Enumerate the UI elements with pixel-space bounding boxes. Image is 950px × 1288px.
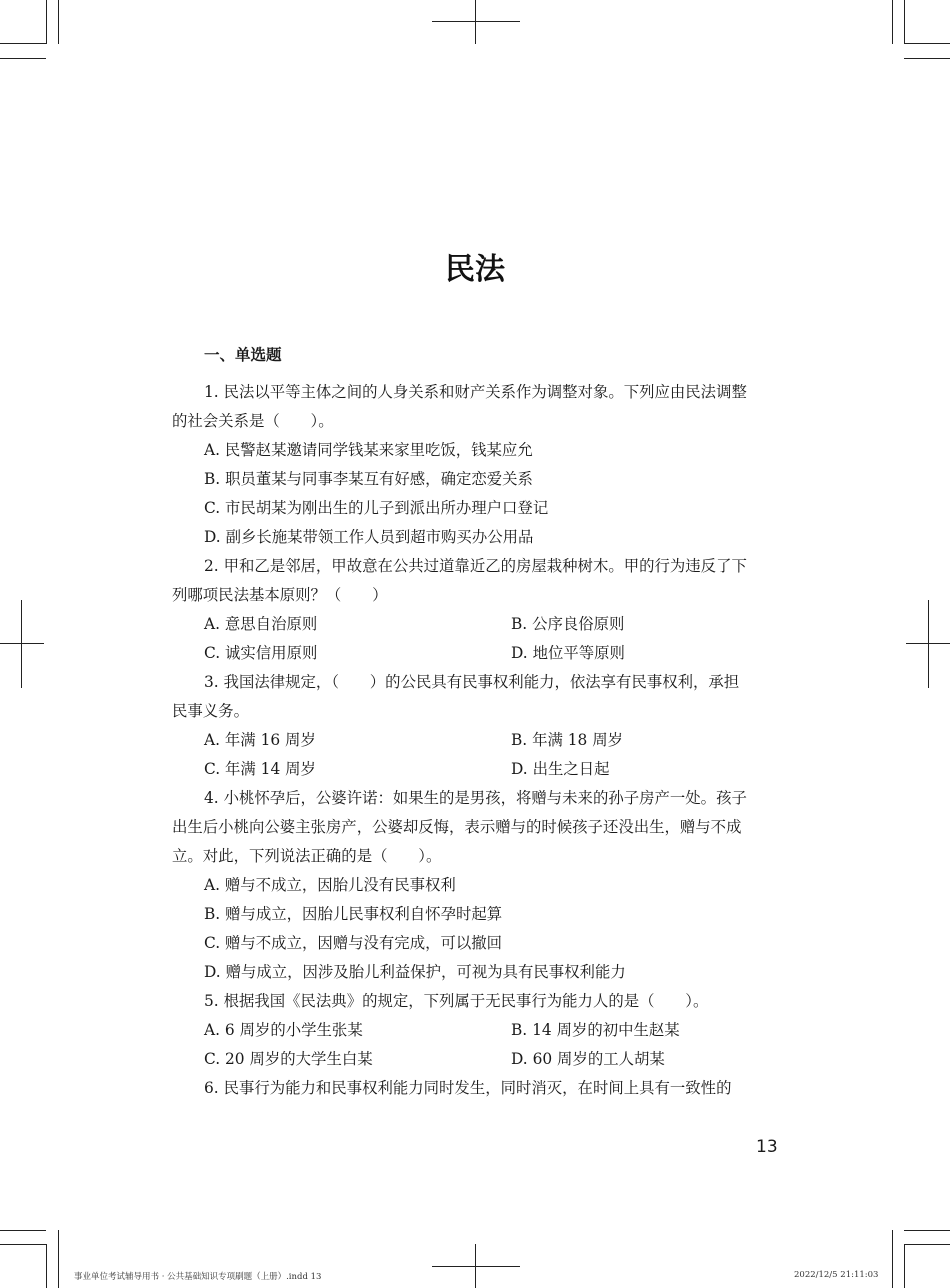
question-1-option-d: D. 副乡长施某带领工作人员到超市购买办公用品 bbox=[204, 528, 534, 546]
question-4-option-d: D. 赠与成立，因涉及胎儿利益保护，可视为具有民事权利能力 bbox=[204, 963, 626, 981]
question-5-option-d: D. 60 周岁的工人胡某 bbox=[511, 1050, 665, 1068]
footer-timestamp: 2022/12/5 21:11:03 bbox=[794, 1270, 879, 1280]
question-6-stem: 6. 民事行为能力和民事权利能力同时发生，同时消灭，在时间上具有一致性的 bbox=[204, 1079, 732, 1097]
section-heading: 一、单选题 bbox=[204, 346, 282, 364]
question-1-stem: 1. 民法以平等主体之间的人身关系和财产关系作为调整对象。下列应由民法调整 bbox=[204, 383, 747, 401]
question-2-stem-cont: 列哪项民法基本原则？（ ） bbox=[172, 586, 388, 604]
question-2-options-row-1 bbox=[172, 610, 780, 639]
question-3-option-a: A. 年满 16 周岁 bbox=[204, 731, 316, 749]
page-title: 民法 bbox=[445, 252, 505, 287]
question-3-options-row-1 bbox=[172, 726, 780, 755]
question-5-options-row-1 bbox=[172, 1016, 780, 1045]
question-2-stem: 2. 甲和乙是邻居，甲故意在公共过道靠近乙的房屋栽种树木。甲的行为违反了下 bbox=[204, 557, 747, 575]
question-3-options-row-2 bbox=[172, 755, 780, 784]
question-4-option-a: A. 赠与不成立，因胎儿没有民事权利 bbox=[204, 876, 456, 894]
question-5-option-c: C. 20 周岁的大学生白某 bbox=[204, 1050, 373, 1068]
question-list bbox=[172, 378, 780, 1103]
question-1-option-a: A. 民警赵某邀请同学钱某来家里吃饭，钱某应允 bbox=[204, 441, 533, 459]
question-4-stem-cont: 出生后小桃向公婆主张房产，公婆却反悔，表示赠与的时候孩子还没出生，赠与不成 bbox=[172, 818, 742, 836]
question-1-stem-cont: 的社会关系是（ ）。 bbox=[172, 412, 334, 430]
question-5-options-row-2 bbox=[172, 1045, 780, 1074]
question-5-option-a: A. 6 周岁的小学生张某 bbox=[204, 1021, 363, 1039]
question-4-stem: 4. 小桃怀孕后，公婆许诺：如果生的是男孩，将赠与未来的孙子房产一处。孩子 bbox=[204, 789, 747, 807]
question-2-option-c: C. 诚实信用原则 bbox=[204, 644, 318, 662]
question-1-option-c: C. 市民胡某为刚出生的儿子到派出所办理户口登记 bbox=[204, 499, 549, 517]
question-4-option-c: C. 赠与不成立，因赠与没有完成，可以撤回 bbox=[204, 934, 503, 952]
question-3-option-d: D. 出生之日起 bbox=[511, 760, 610, 778]
page-number: 13 bbox=[756, 1137, 778, 1157]
question-2-option-a: A. 意思自治原则 bbox=[204, 615, 318, 633]
question-2-option-d: D. 地位平等原则 bbox=[511, 644, 625, 662]
question-5-stem: 5. 根据我国《民法典》的规定，下列属于无民事行为能力人的是（ ）。 bbox=[204, 992, 709, 1010]
question-5-option-b: B. 14 周岁的初中生赵某 bbox=[511, 1021, 680, 1039]
question-4-option-b: B. 赠与成立，因胎儿民事权利自怀孕时起算 bbox=[204, 905, 503, 923]
question-3-stem: 3. 我国法律规定，（ ）的公民具有民事权利能力，依法享有民事权利，承担 bbox=[204, 673, 740, 691]
question-4-stem-cont: 立。对此，下列说法正确的是（ ）。 bbox=[172, 847, 442, 865]
question-3-option-b: B. 年满 18 周岁 bbox=[511, 731, 624, 749]
footer-file-info: 事业单位考试辅导用书 · 公共基础知识专项刷题（上册）.indd 13 bbox=[74, 1272, 322, 1282]
question-3-stem-cont: 民事义务。 bbox=[172, 702, 249, 720]
question-2-options-row-2 bbox=[172, 639, 780, 668]
question-3-option-c: C. 年满 14 周岁 bbox=[204, 760, 316, 778]
question-2-option-b: B. 公序良俗原则 bbox=[511, 615, 625, 633]
question-1-option-b: B. 职员董某与同事李某互有好感，确定恋爱关系 bbox=[204, 470, 533, 488]
